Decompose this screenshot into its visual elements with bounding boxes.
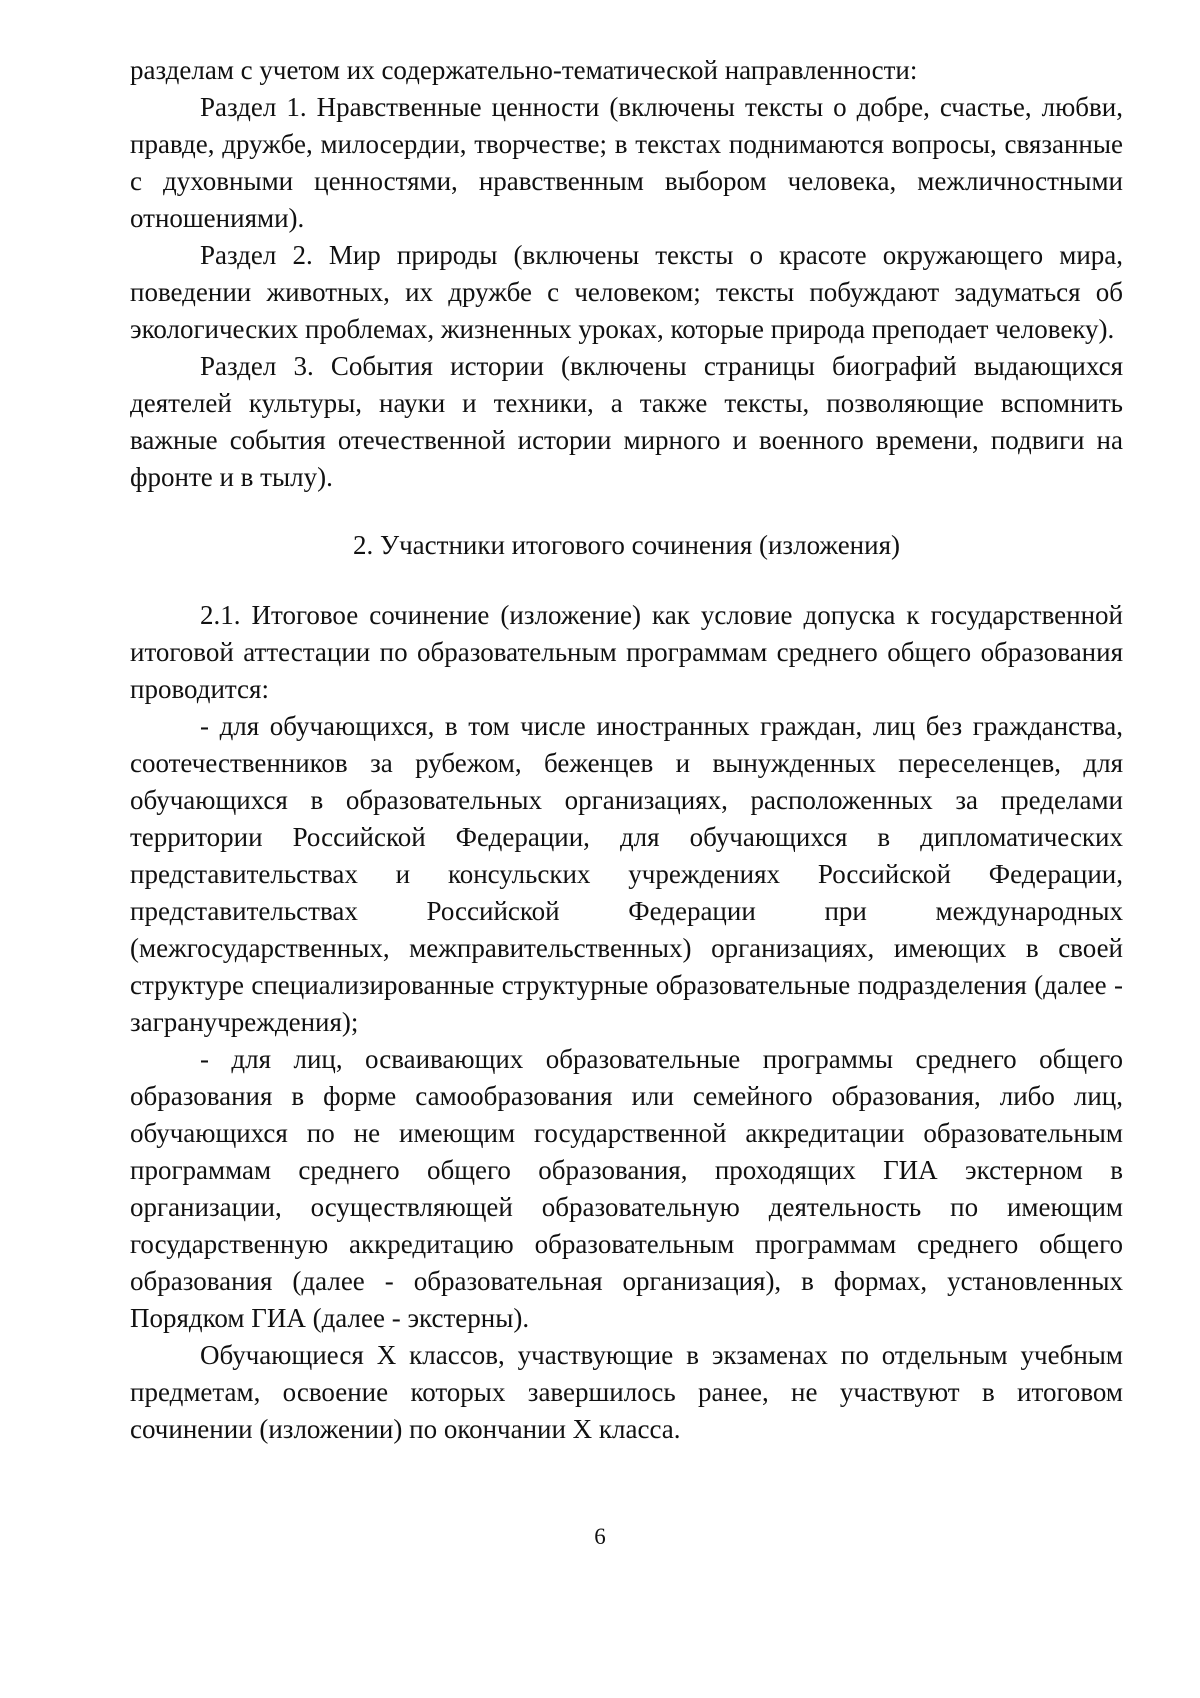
page-number: 6: [594, 1524, 606, 1549]
paragraph-section-1: Раздел 1. Нравственные ценности (включены тексты о добре, счастье, любви, правде, дружбе, милосердии, творчестве; в текстах поднимаются вопросы, связанные с духовными ценностями, нравственным выбором человека, межличностными отношениями).: [130, 92, 1123, 233]
document-body: [130, 52, 1123, 1448]
paragraph-list-item-2: - для лиц, осваивающих образовательные программы среднего общего образования в форме самообразования или семейного образования, либо лиц, обучающихся по не имеющим государственной аккредитации образовательным программам среднего общего образования, проходящих ГИА экстерном в организации, осуществляющей образовательную деятельность по имеющим государственную аккредитацию образовательным программам среднего общего образования (далее - образовательная организация), в формах, установленных Порядком ГИА (далее - экстерны).: [130, 1044, 1123, 1333]
section-heading: 2. Участники итогового сочинения (изложения): [352, 530, 900, 560]
paragraph-section-3: Раздел 3. События истории (включены страницы биографий выдающихся деятелей культуры, науки и техники, а также тексты, позволяющие вспомнить важные события отечественной истории мирного и военного времени, подвиги на фронте и в тылу).: [130, 351, 1123, 492]
paragraph-2-1: 2.1. Итоговое сочинение (изложение) как условие допуска к государственной итоговой аттестации по образовательным программам среднего общего образования проводится:: [130, 600, 1123, 704]
paragraph-continuation: разделам с учетом их содержательно-тематической направленности:: [130, 55, 918, 85]
paragraph-section-2: Раздел 2. Мир природы (включены тексты о красоте окружающего мира, поведении животных, их дружбе с человеком; тексты побуждают задуматься об экологических проблемах, жизненных уроках, которые природа преподает человеку).: [130, 240, 1123, 344]
paragraph-list-item-1: - для обучающихся, в том числе иностранных граждан, лиц без гражданства, соотечественников за рубежом, беженцев и вынужденных переселенцев, для обучающихся в образовательных организациях, расположенных за пределами территории Российской Федерации, для обучающихся в дипломатических представительствах и консульских учреждениях Российской Федерации, представительствах Российской Федерации при международных (межгосударственных, межправительственных) организациях, имеющих в своей структуре специализированные структурные образовательные подразделения (далее - загранучреждения);: [130, 711, 1123, 1037]
paragraph-note: Обучающиеся X классов, участвующие в экзаменах по отдельным учебным предметам, освоение которых завершилось ранее, не участвуют в итоговом сочинении (изложении) по окончании X класса.: [130, 1340, 1123, 1444]
